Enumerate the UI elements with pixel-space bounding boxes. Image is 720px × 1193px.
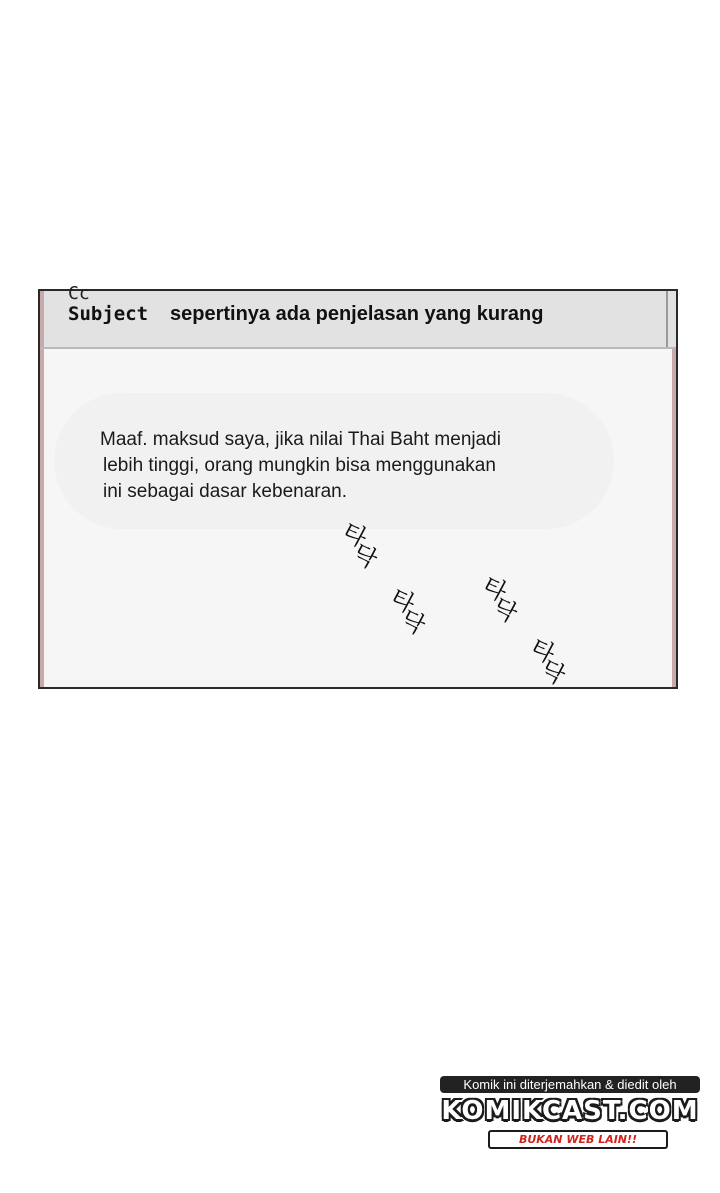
message-body	[40, 349, 676, 691]
message-line: Maaf. maksud saya, jika nilai Thai Baht menjadi	[100, 429, 501, 450]
header-edge-left	[40, 291, 44, 347]
sfx-tadak	[477, 571, 528, 629]
subject-label: Subject	[68, 303, 149, 325]
sfx-char: 타	[385, 583, 420, 619]
watermark-brand: KOMIKCAST.COM	[441, 1096, 699, 1126]
sfx-char: 타	[477, 571, 512, 607]
watermark-tagline: BUKAN WEB LAIN!!	[488, 1130, 668, 1149]
sfx-char: 타	[525, 633, 560, 669]
sfx-char: 닥	[348, 538, 382, 575]
body-edge-right	[672, 349, 676, 687]
body-edge-left	[40, 349, 44, 687]
watermark-credit: Komik ini diterjemahkan & diedit oleh	[440, 1076, 700, 1093]
sfx-tadak	[525, 633, 576, 691]
email-window	[38, 283, 678, 691]
message-line: lebih tinggi, orang mungkin bisa menggunakan	[103, 455, 496, 476]
sfx-char: 닥	[396, 604, 430, 641]
subject-value: sepertinya ada penjelasan yang kurang	[170, 303, 544, 325]
header-edge-right	[666, 291, 668, 347]
email-header	[40, 283, 676, 349]
sfx-tadak	[385, 583, 436, 641]
message-line: ini sebagai dasar kebenaran.	[103, 481, 348, 502]
cc-label: Cc	[68, 283, 90, 304]
sfx-char: 닥	[488, 592, 522, 629]
sfx-char: 타	[337, 517, 372, 553]
watermark	[440, 1076, 700, 1154]
sfx-char: 닥	[536, 654, 570, 691]
